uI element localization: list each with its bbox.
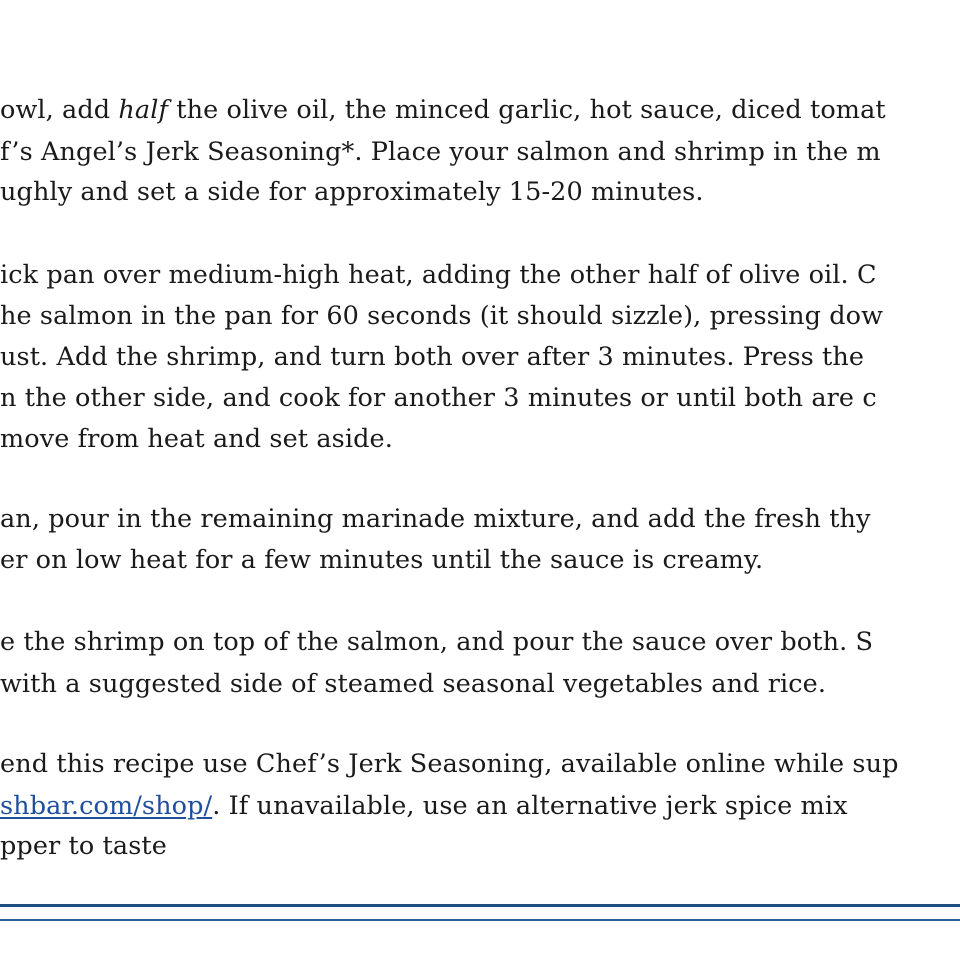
paragraph-1-line-1-pre: owl, add — [0, 95, 119, 125]
paragraph-5-line-3: pper to taste — [0, 831, 167, 861]
paragraph-1-line-2: f’s Angel’s Jerk Seasoning*. Place your salmon and shrimp in the m — [0, 137, 881, 167]
paragraph-2-line-5: move from heat and set aside. — [0, 424, 393, 454]
paragraph-2-line-1: ick pan over medium-high heat, adding the other half of olive oil. C — [0, 260, 877, 290]
emphasis-half: half — [118, 95, 169, 125]
paragraph-3-line-2: er on low heat for a few minutes until the sauce is creamy. — [0, 545, 764, 575]
footer-rule-top — [0, 904, 960, 907]
paragraph-4-line-2: with a suggested side of steamed seasonal vegetables and rice. — [0, 669, 827, 699]
footer-rule-bottom — [0, 919, 960, 921]
paragraph-5-line-1: end this recipe use Chef’s Jerk Seasoning, available online while sup — [0, 749, 899, 779]
paragraph-5-line-2-post: . If unavailable, use an alternative jerk spice mix — [212, 791, 848, 821]
paragraph-1-line-1-post: the olive oil, the minced garlic, hot sauce, diced tomat — [168, 95, 886, 125]
paragraph-1-line-1 — [0, 95, 886, 125]
paragraph-1-line-3: ughly and set a side for approximately 15-20 minutes. — [0, 177, 704, 207]
paragraph-5-line-2 — [0, 791, 848, 821]
paragraph-2-line-3: ust. Add the shrimp, and turn both over after 3 minutes. Press the — [0, 342, 865, 372]
shop-link[interactable]: shbar.com/shop/ — [0, 791, 213, 821]
paragraph-2-line-4: n the other side, and cook for another 3 minutes or until both are c — [0, 383, 877, 413]
paragraph-4-line-1: e the shrimp on top of the salmon, and pour the sauce over both. S — [0, 627, 874, 657]
paragraph-3-line-1: an, pour in the remaining marinade mixture, and add the fresh thy — [0, 504, 871, 534]
paragraph-2-line-2: he salmon in the pan for 60 seconds (it should sizzle), pressing dow — [0, 301, 884, 331]
